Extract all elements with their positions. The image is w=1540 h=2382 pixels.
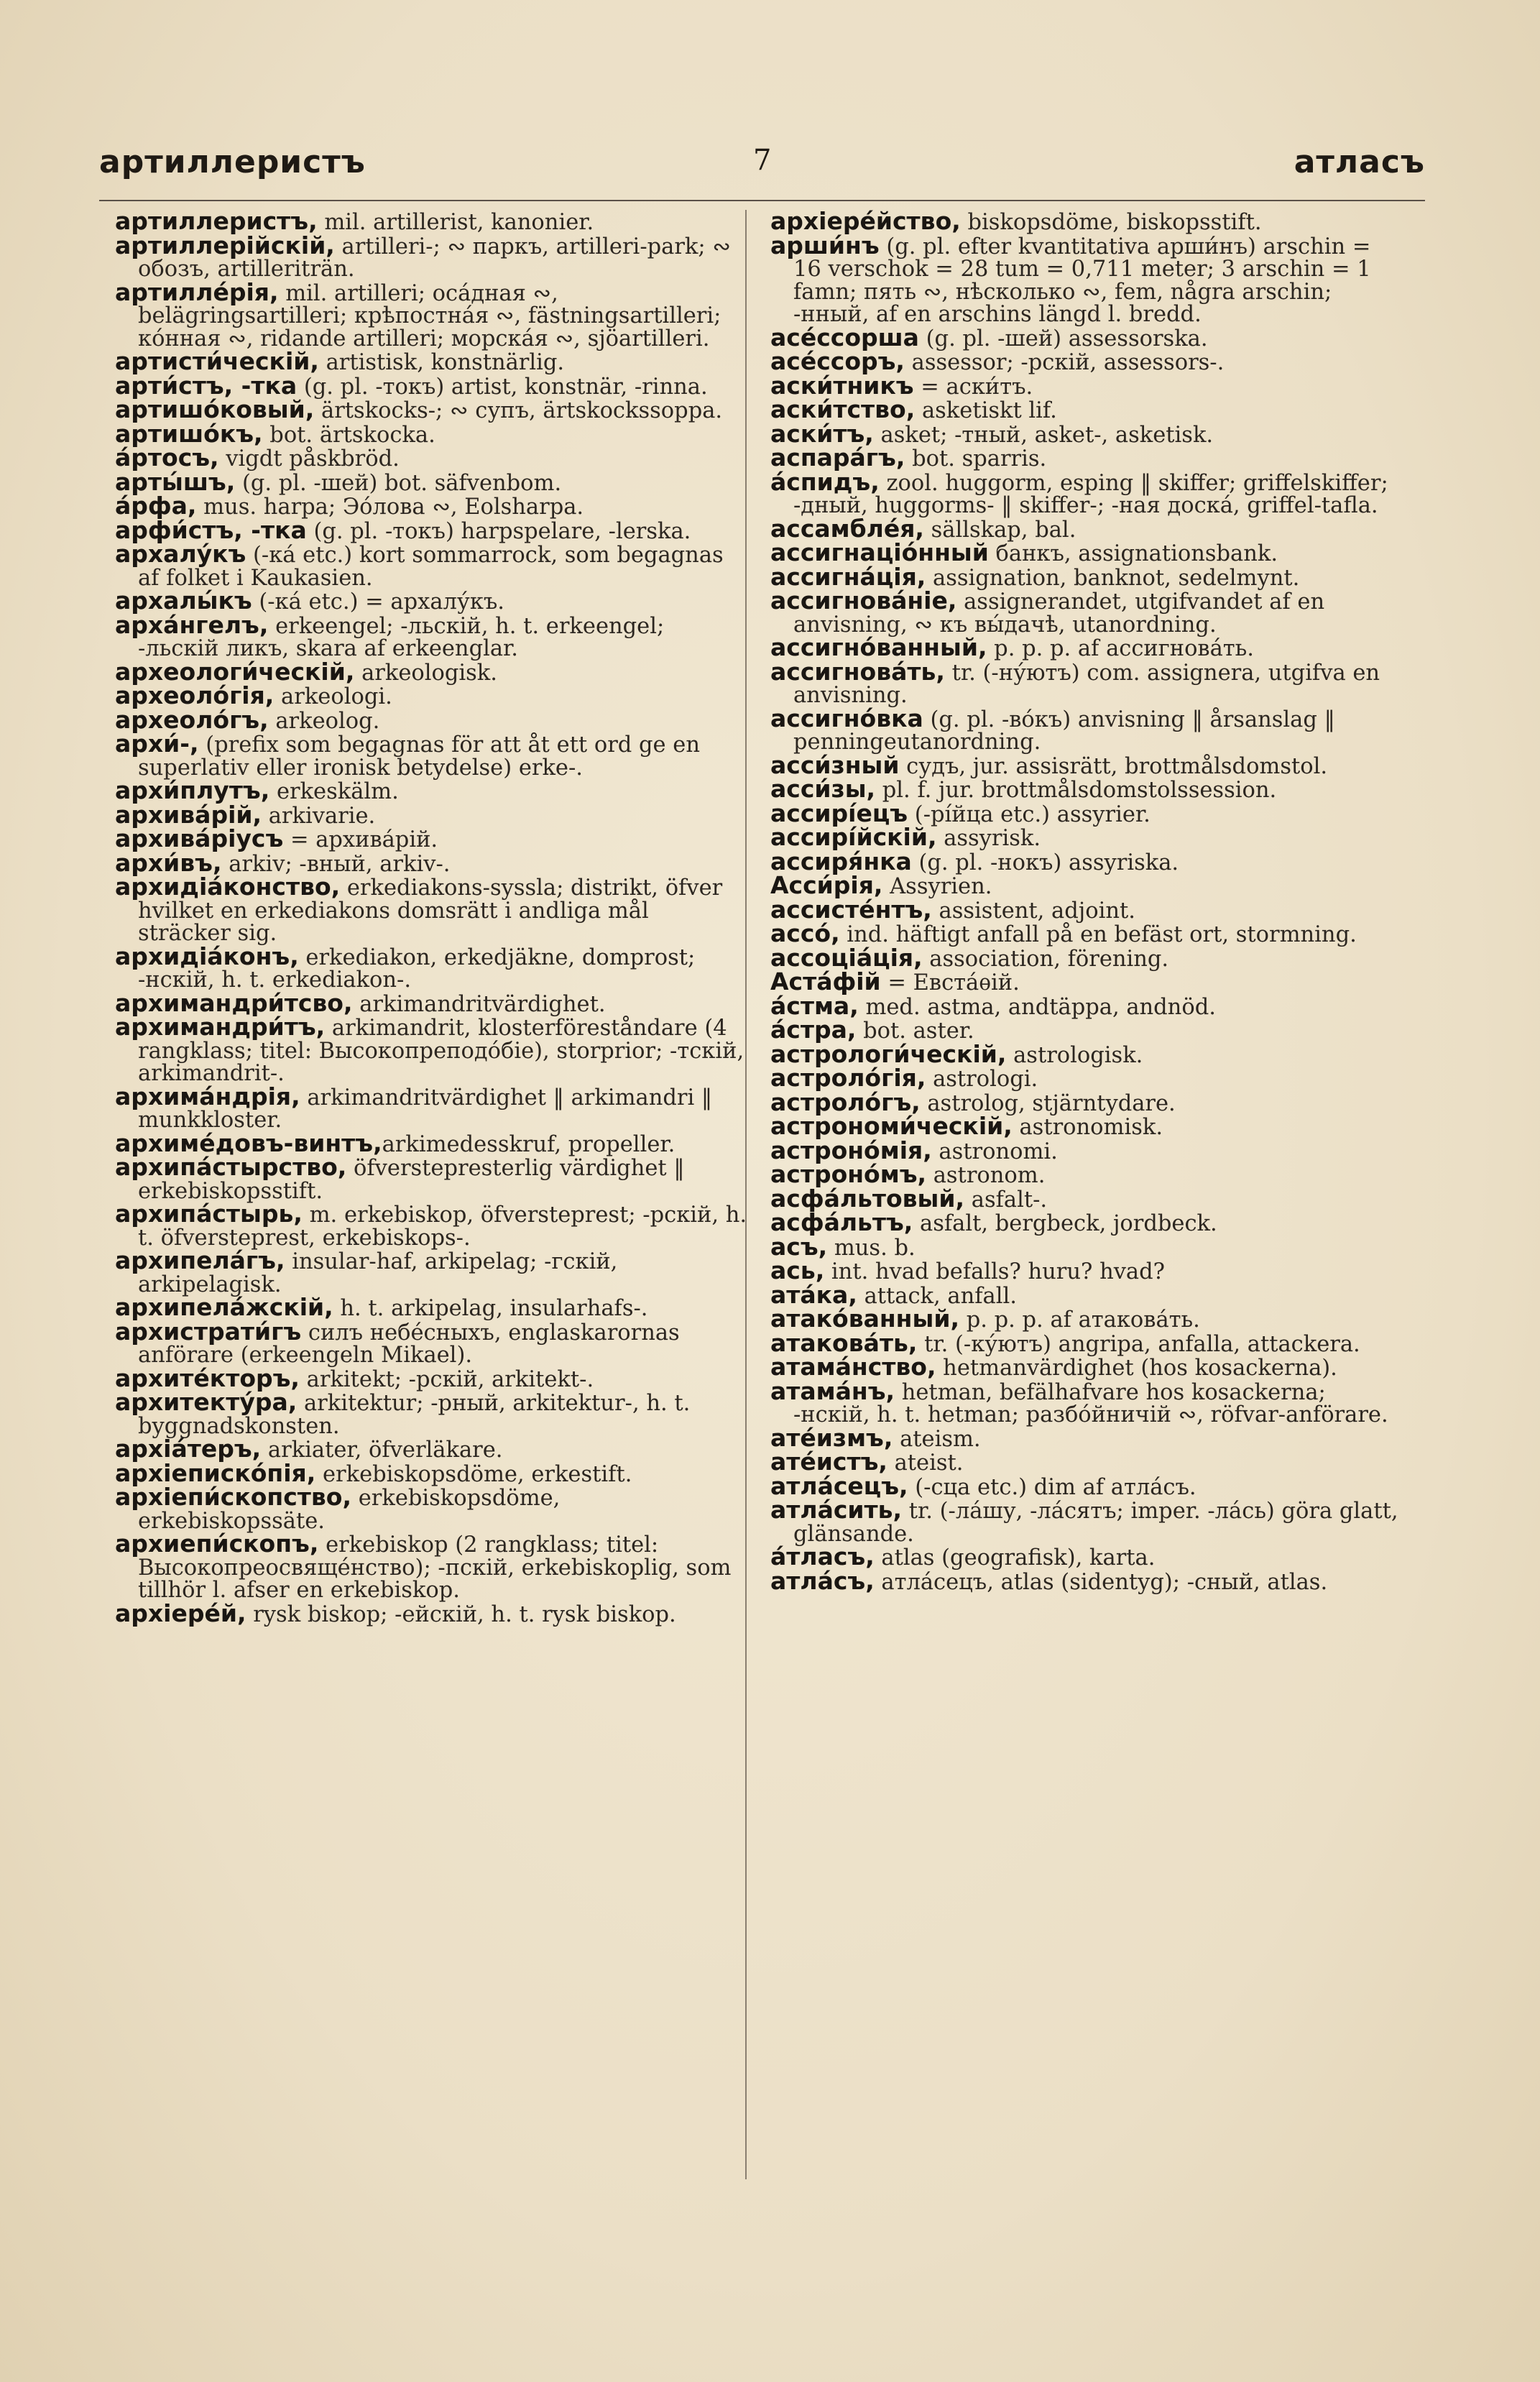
entry-definition: vigdt påskbröd. bbox=[218, 446, 400, 472]
entry-headword: астроно́мія, bbox=[770, 1136, 932, 1164]
entry-definition: med. astma, andtäppa, andnöd. bbox=[858, 994, 1216, 1020]
entry-headword: асфа́льтъ, bbox=[770, 1208, 913, 1236]
entry-definition: Assyrien. bbox=[882, 874, 992, 899]
dictionary-entry bbox=[770, 395, 1403, 423]
dictionary-entry bbox=[115, 277, 747, 351]
entry-definition: astronomi. bbox=[931, 1139, 1058, 1164]
dictionary-entry bbox=[115, 1458, 747, 1487]
entry-headword: ассигно́вка bbox=[770, 704, 923, 732]
dictionary-entry bbox=[115, 1388, 747, 1439]
entry-definition: astronom. bbox=[926, 1163, 1046, 1188]
entry-headword: асе́ссорша bbox=[770, 323, 919, 351]
dictionary-entry bbox=[115, 942, 747, 993]
entry-headword: архіеписко́пія, bbox=[115, 1458, 316, 1487]
entry-headword: арты́шъ, bbox=[115, 467, 236, 496]
entry-definition: assistent, adjoint. bbox=[931, 898, 1135, 924]
page-number: 7 bbox=[753, 144, 773, 177]
entry-definition: m. erkebiskop, öfversteprest; -рскій, h. t. öfversteprest, erkebiskops-. bbox=[138, 1203, 747, 1251]
entry-definition: bot. sparris. bbox=[905, 446, 1047, 472]
entry-definition: (g. pl. -шей) assessorska. bbox=[918, 326, 1208, 351]
dictionary-entry bbox=[770, 1064, 1403, 1092]
dictionary-entry bbox=[115, 467, 747, 496]
entry-headword: атама́нство, bbox=[770, 1353, 936, 1381]
entry-headword: астроло́гъ, bbox=[770, 1087, 921, 1116]
entry-headword: Аста́фій bbox=[770, 967, 881, 995]
entry-headword: ате́истъ, bbox=[770, 1448, 887, 1476]
entry-headword: архидіа́конъ, bbox=[115, 942, 299, 970]
entry-definition: assessor; -рскій, assessors-. bbox=[904, 350, 1225, 375]
dictionary-entry bbox=[770, 1450, 1403, 1475]
dictionary-entry bbox=[770, 443, 1403, 472]
dictionary-entry bbox=[770, 991, 1403, 1020]
dictionary-entry bbox=[115, 1013, 747, 1086]
entry-definition: pl. f. jur. brottmålsdomstolssession. bbox=[875, 778, 1277, 803]
header-rule bbox=[99, 200, 1425, 201]
entry-definition: hetmanvärdighet (hos kosackerna). bbox=[936, 1356, 1337, 1381]
entry-definition: (-ка́ etc.) kort sommarrock, som begagnas af folket i Kaukasien. bbox=[138, 543, 724, 591]
dictionary-entry bbox=[115, 589, 747, 614]
dictionary-entry bbox=[115, 848, 747, 877]
entry-headword: ассисте́нтъ, bbox=[770, 895, 932, 924]
dictionary-entry bbox=[770, 943, 1403, 972]
entry-headword: архиме́довъ-винтъ, bbox=[115, 1128, 382, 1157]
dictionary-entry bbox=[115, 1483, 747, 1534]
entry-headword: асе́ссоръ, bbox=[770, 347, 905, 375]
entry-headword: астрономи́ческій, bbox=[770, 1112, 1013, 1140]
entry-headword: артилле́рія, bbox=[115, 277, 279, 306]
entry-definition: astrologisk. bbox=[1006, 1042, 1143, 1068]
entry-definition: astrologi. bbox=[926, 1067, 1038, 1092]
dictionary-entry bbox=[770, 562, 1403, 591]
dictionary-entry bbox=[115, 800, 747, 829]
dictionary-entry bbox=[770, 207, 1403, 235]
dictionary-entry bbox=[770, 847, 1403, 875]
entry-definition: mus. harpa; Эо́лова ∾, Eolsharpa. bbox=[196, 495, 584, 520]
entry-headword: ассирі́ецъ bbox=[770, 799, 908, 827]
entry-headword: археологи́ческій, bbox=[115, 657, 355, 686]
entry-headword: астроло́гія, bbox=[770, 1064, 926, 1092]
entry-headword: а́стра, bbox=[770, 1016, 857, 1044]
entry-headword: археоло́гія, bbox=[115, 681, 275, 709]
dictionary-entry bbox=[770, 871, 1403, 899]
entry-definition: (g. pl. -во́къ) anvisning ‖ årsanslag ‖ penningeutanordning. bbox=[793, 707, 1335, 755]
entry-definition: силъ небе́сныхъ, englaskarornas anförare (erkeengeln Mikael). bbox=[138, 1320, 680, 1368]
entry-headword: архіере́йство, bbox=[770, 207, 961, 235]
dictionary-entry bbox=[115, 1128, 747, 1157]
dictionary-entry bbox=[115, 657, 747, 686]
entry-definition: p. p. p. af ассигнова́ть. bbox=[987, 636, 1254, 661]
dictionary-entry bbox=[770, 919, 1403, 947]
entry-headword: архи́въ, bbox=[115, 848, 222, 877]
entry-definition: astrolog, stjärntydare. bbox=[920, 1090, 1176, 1116]
entry-headword: а́тласъ, bbox=[770, 1542, 875, 1571]
entry-definition: erkebiskop (2 rangklass; titel: Высокопреосвяще́нство); -пскій, erkebiskoplig, som tillhör l. afser en erkebiskop. bbox=[138, 1532, 732, 1603]
entry-definition: sällskap, bal. bbox=[923, 517, 1076, 543]
dictionary-entry bbox=[770, 1208, 1403, 1236]
entry-definition: p. p. p. af атакова́ть. bbox=[959, 1307, 1200, 1333]
entry-definition: ind. häftigt anfall på en befäst ort, stormning. bbox=[839, 922, 1357, 947]
entry-definition: erkediakon, erkedjäkne, domprost; -нскій, h. t. erkediakon-. bbox=[138, 944, 696, 993]
dictionary-entry bbox=[115, 540, 747, 591]
dictionary-entry bbox=[770, 1160, 1403, 1188]
entry-definition: arkitektur; -рный, arkitektur-, h. t. byggnadskonsten. bbox=[138, 1391, 691, 1439]
entry-headword: архипа́стырь, bbox=[115, 1200, 303, 1228]
entry-definition: asket; -тный, asket-, asketisk. bbox=[873, 422, 1214, 448]
entry-definition: arkiater, öfverläkare. bbox=[261, 1438, 503, 1463]
dictionary-entry bbox=[770, 823, 1403, 851]
entry-definition: öfverstepresterlig värdighet ‖ erkebiskopsstift. bbox=[138, 1156, 685, 1204]
dictionary-entry bbox=[770, 371, 1403, 400]
entry-headword: архива́рій, bbox=[115, 800, 262, 829]
entry-definition: artilleri-; ∾ паркъ, artilleri-park; ∾ обозъ, artilleriträn. bbox=[138, 234, 731, 282]
dictionary-entry bbox=[770, 1136, 1403, 1164]
entry-definition: arkimandrit, klosterföreståndare (4 rangklass; titel: Высокопреподо́біе), storprior; -тскій, arkimandrit-. bbox=[138, 1016, 744, 1086]
entry-definition: ärtskocks-; ∾ супъ, ärtskockssoppa. bbox=[314, 398, 723, 423]
entry-headword: архипела́гъ, bbox=[115, 1246, 285, 1274]
entry-definition: = архива́рій. bbox=[283, 827, 438, 852]
entry-headword: асъ, bbox=[770, 1232, 828, 1261]
entry-headword: арши́нъ bbox=[770, 231, 880, 259]
entry-definition: arkeolog. bbox=[268, 708, 380, 734]
entry-definition: erkebiskopsdöme, erkebiskopssäte. bbox=[138, 1486, 561, 1534]
entry-headword: асфа́льтовый, bbox=[770, 1184, 965, 1213]
dictionary-entry bbox=[770, 1256, 1403, 1284]
entry-definition: assignation, banknot, sedelmynt. bbox=[926, 565, 1300, 591]
entry-definition: erkeskälm. bbox=[269, 779, 399, 804]
entry-headword: аски́тникъ bbox=[770, 371, 914, 400]
entry-definition: tr. (-ку́ютъ) angripa, anfalla, attackera. bbox=[917, 1331, 1360, 1357]
entry-headword: ассоціа́ція, bbox=[770, 943, 923, 972]
dictionary-entry bbox=[115, 1532, 747, 1602]
entry-headword: а́ртосъ, bbox=[115, 443, 219, 472]
entry-headword: ась, bbox=[770, 1256, 825, 1284]
entry-headword: атла́сить, bbox=[770, 1496, 903, 1524]
entry-headword: астрологи́ческій, bbox=[770, 1039, 1007, 1068]
dictionary-entry bbox=[770, 657, 1403, 708]
entry-definition: arkimandritvärdighet. bbox=[352, 991, 606, 1017]
entry-definition: erkediakons-syssla; distrikt, öfver hvilket en erkediakons domsrätt i andliga mål sträcker sig. bbox=[138, 875, 723, 946]
entry-definition: tr. (-ла́шу, -ла́сятъ; imper. -ла́сь) göra glatt, glänsande. bbox=[793, 1499, 1398, 1547]
entry-headword: артишо́къ, bbox=[115, 419, 263, 448]
entry-definition: h. t. arkipelag, insularhafs-. bbox=[333, 1296, 648, 1321]
dictionary-entry bbox=[770, 1018, 1403, 1043]
entry-definition: (g. pl. -шей) bot. säfvenbom. bbox=[235, 470, 562, 496]
entry-headword: атакова́ть, bbox=[770, 1328, 918, 1357]
entry-definition: = Евста́ѳій. bbox=[880, 970, 1020, 995]
dictionary-entry bbox=[115, 705, 747, 734]
dictionary-entry bbox=[770, 775, 1403, 803]
dictionary-entry bbox=[115, 681, 747, 709]
entry-definition: zool. huggorm, esping ‖ skiffer; griffelskiffer; -дный, huggorms- ‖ skiffer-; -ная доска́, griffel-tafla. bbox=[793, 470, 1388, 518]
dictionary-entry bbox=[115, 419, 747, 448]
dictionary-entry bbox=[770, 538, 1403, 566]
entry-definition: insular-haf, arkipelag; -гскій, arkipelagisk. bbox=[138, 1249, 618, 1297]
entry-headword: арти́стъ, -тка bbox=[115, 371, 298, 400]
entry-definition: asketiskt lif. bbox=[915, 398, 1057, 423]
entry-definition: atlas (geografisk), karta. bbox=[874, 1545, 1156, 1571]
entry-definition: biskopsdöme, biskopsstift. bbox=[960, 210, 1262, 235]
entry-definition: банкъ, assignationsbank. bbox=[988, 541, 1278, 566]
dictionary-entry bbox=[770, 1496, 1403, 1547]
entry-definition: mus. b. bbox=[827, 1235, 916, 1261]
entry-headword: а́рфа, bbox=[115, 492, 197, 520]
entry-definition: (g. pl. -токъ) artist, konstnär, -rinna. bbox=[297, 374, 708, 400]
entry-headword: ате́измъ, bbox=[770, 1423, 893, 1452]
entry-definition: атла́сецъ, atlas (sidentyg); -сный, atlas. bbox=[874, 1569, 1328, 1595]
entry-definition: bot. aster. bbox=[856, 1018, 974, 1044]
entry-definition: arkiv; -вный, arkiv-. bbox=[221, 851, 451, 877]
entry-headword: ассигнова́ніе, bbox=[770, 587, 957, 615]
dictionary-entry bbox=[770, 1232, 1403, 1261]
entry-headword: атла́съ, bbox=[770, 1566, 875, 1595]
running-header bbox=[99, 144, 1425, 194]
entry-headword: ассиря́нка bbox=[770, 847, 912, 875]
dictionary-entry bbox=[770, 750, 1403, 779]
dictionary-entry bbox=[115, 988, 747, 1017]
dictionary-entry bbox=[770, 1542, 1403, 1571]
entry-definition: arkitekt; -рскій, arkitekt-. bbox=[299, 1366, 594, 1392]
dictionary-entry bbox=[115, 515, 747, 544]
dictionary-entry bbox=[115, 347, 747, 375]
entry-definition: erkeengel; -льскій, h. t. erkeengel; -льскій ликъ, skara af erkeenglar. bbox=[138, 613, 665, 661]
dictionary-entry bbox=[770, 1353, 1403, 1381]
dictionary-entry bbox=[115, 610, 747, 661]
entry-definition: arkimedesskruf, propeller. bbox=[382, 1131, 676, 1157]
left-column bbox=[115, 207, 747, 1627]
dictionary-entry bbox=[770, 1307, 1403, 1332]
entry-headword: а́спидъ, bbox=[770, 467, 880, 496]
entry-definition: судъ, jur. assisrätt, brottmålsdomstol. bbox=[899, 753, 1328, 779]
entry-definition: arkeologisk. bbox=[354, 660, 497, 686]
entry-headword: ассирі́йскій, bbox=[770, 823, 937, 851]
dictionary-entry bbox=[115, 207, 747, 235]
dictionary-entry bbox=[115, 1435, 747, 1463]
dictionary-entry bbox=[770, 1376, 1403, 1427]
entry-definition: mil. artillerist, kanonier. bbox=[317, 210, 594, 235]
dictionary-entry bbox=[770, 1423, 1403, 1452]
header-right-guideword: атласъ bbox=[1294, 144, 1425, 180]
entry-headword: ассигна́ція, bbox=[770, 562, 926, 591]
entry-headword: архалы́къ bbox=[115, 587, 252, 615]
dictionary-entry bbox=[770, 704, 1403, 755]
dictionary-entry bbox=[770, 1471, 1403, 1500]
entry-headword: ассамбле́я, bbox=[770, 514, 924, 543]
entry-headword: архіепи́скопство, bbox=[115, 1483, 352, 1511]
entry-headword: архипа́стырство, bbox=[115, 1153, 347, 1181]
entry-headword: архіере́й, bbox=[115, 1599, 246, 1627]
entry-definition: bot. ärtskocka. bbox=[262, 422, 435, 448]
entry-headword: атла́сецъ, bbox=[770, 1471, 908, 1500]
entry-headword: Асси́рія, bbox=[770, 871, 883, 899]
entry-definition: hetman, befälhafvare hos kosackerna; -нскій, h. t. hetman; разбо́йничій ∾, röfvar-anförare. bbox=[793, 1379, 1388, 1427]
dictionary-entry bbox=[770, 895, 1403, 924]
entry-definition: association, förening. bbox=[922, 946, 1169, 972]
entry-headword: архи́плутъ, bbox=[115, 776, 270, 804]
entry-definition: (g. pl. -токъ) harpspelare, -lerska. bbox=[306, 518, 691, 544]
entry-headword: аски́тъ, bbox=[770, 419, 874, 448]
entry-headword: артисти́ческій, bbox=[115, 347, 319, 375]
entry-headword: ассо́, bbox=[770, 919, 840, 947]
dictionary-entry bbox=[770, 1328, 1403, 1357]
entry-definition: arkeologi. bbox=[274, 684, 392, 709]
dictionary-entry bbox=[115, 1153, 747, 1204]
dictionary-entry bbox=[770, 467, 1403, 518]
dictionary-entry bbox=[770, 1184, 1403, 1213]
entry-headword: арха́нгелъ, bbox=[115, 610, 269, 639]
entry-headword: асси́зный bbox=[770, 750, 900, 779]
entry-headword: архива́ріусъ bbox=[115, 824, 284, 852]
entry-headword: аски́тство, bbox=[770, 395, 916, 423]
entry-headword: аспара́гъ, bbox=[770, 443, 905, 472]
entry-headword: архипела́жскій, bbox=[115, 1293, 333, 1321]
entry-definition: rysk biskop; -ейскій, h. t. rysk biskop. bbox=[246, 1601, 676, 1627]
entry-headword: археоло́гъ, bbox=[115, 705, 269, 734]
entry-definition: asfalt, bergbeck, jordbeck. bbox=[913, 1211, 1217, 1236]
entry-headword: ассигнова́ть, bbox=[770, 657, 945, 686]
entry-headword: архіа́теръ, bbox=[115, 1435, 262, 1463]
entry-headword: архиепи́скопъ, bbox=[115, 1530, 319, 1558]
dictionary-entry bbox=[770, 967, 1403, 995]
entry-headword: архимандри́тъ, bbox=[115, 1013, 326, 1041]
header-left-guideword: артиллеристъ bbox=[99, 144, 366, 180]
entry-definition: astronomisk. bbox=[1012, 1115, 1163, 1140]
entry-headword: астроно́мъ, bbox=[770, 1160, 927, 1188]
entry-definition: ateist. bbox=[887, 1450, 964, 1476]
dictionary-entry bbox=[770, 419, 1403, 448]
entry-definition: int. hvad befalls? huru? hvad? bbox=[824, 1259, 1165, 1284]
entry-definition: arkivarie. bbox=[262, 803, 376, 829]
dictionary-entry bbox=[770, 347, 1403, 375]
entry-headword: атама́нъ, bbox=[770, 1376, 895, 1405]
dictionary-entry bbox=[770, 231, 1403, 327]
dictionary-entry bbox=[770, 1039, 1403, 1068]
entry-headword: ата́ка, bbox=[770, 1280, 857, 1309]
dictionary-entry bbox=[770, 633, 1403, 661]
dictionary-entry bbox=[115, 824, 747, 852]
entry-headword: ассигнаціо́нный bbox=[770, 538, 989, 566]
dictionary-entry bbox=[115, 371, 747, 400]
dictionary-entry bbox=[115, 776, 747, 804]
entry-headword: арфи́стъ, -тка bbox=[115, 515, 307, 544]
entry-definition: (g. pl. efter kvantitativa арши́нъ) arschin = 16 verschok = 28 tum = 0,711 meter; 3 arschin = 1 famn; пять ∾, нѣсколько ∾, fem, några arschin; -нный, af en arschins längd l. bredd. bbox=[793, 234, 1371, 327]
dictionary-entry bbox=[770, 1280, 1403, 1309]
entry-definition: = аски́тъ. bbox=[913, 374, 1033, 400]
dictionary-entry bbox=[115, 1200, 747, 1251]
dictionary-entry bbox=[115, 1317, 747, 1368]
dictionary-entry bbox=[115, 443, 747, 472]
entry-definition: erkebiskopsdöme, erkestift. bbox=[315, 1461, 632, 1487]
entry-definition: (-рі́йца etc.) assyrier. bbox=[908, 801, 1151, 827]
dictionary-entry bbox=[770, 514, 1403, 543]
entry-headword: артиллерійскій, bbox=[115, 231, 335, 259]
dictionary-entry bbox=[115, 875, 747, 945]
entry-definition: (g. pl. -нокъ) assyriska. bbox=[911, 850, 1179, 875]
entry-headword: архитекту́ра, bbox=[115, 1388, 298, 1416]
dictionary-entry bbox=[115, 1364, 747, 1392]
dictionary-entry bbox=[770, 1566, 1403, 1595]
entry-definition: asfalt-. bbox=[964, 1187, 1048, 1213]
dictionary-entry bbox=[770, 799, 1403, 827]
entry-definition: mil. artilleri; оса́дная ∾, belägringsartilleri; крѣпостна́я ∾, fästningsartilleri; ко́нная ∾, ridande artilleri; морска́я ∾, sjöartilleri. bbox=[138, 280, 721, 351]
dictionary-entry bbox=[115, 1599, 747, 1627]
entry-definition: (-сца etc.) dim af атла́съ. bbox=[908, 1474, 1197, 1500]
column-divider bbox=[745, 210, 747, 2179]
entry-headword: архалу́къ bbox=[115, 540, 246, 568]
dictionary-entry bbox=[770, 1112, 1403, 1140]
entry-headword: артиллеристъ, bbox=[115, 207, 318, 235]
dictionary-entry bbox=[770, 589, 1403, 636]
dictionary-entry bbox=[115, 1082, 747, 1133]
entry-headword: асси́зы, bbox=[770, 775, 876, 803]
dictionary-entry bbox=[115, 492, 747, 520]
entry-definition: assignerandet, utgifvandet af en anvisning, ∾ къ вы́дачѣ, utanordning. bbox=[793, 589, 1325, 638]
entry-definition: artistisk, konstnärlig. bbox=[318, 350, 565, 375]
dictionary-entry bbox=[115, 231, 747, 282]
dictionary-entry bbox=[115, 1293, 747, 1321]
entry-headword: а́стма, bbox=[770, 991, 859, 1020]
entry-definition: arkimandritvärdighet ‖ arkimandri ‖ munkkloster. bbox=[138, 1085, 713, 1133]
entry-headword: архите́кторъ, bbox=[115, 1364, 300, 1392]
right-column bbox=[770, 207, 1403, 1595]
entry-definition: attack, anfall. bbox=[857, 1283, 1017, 1309]
entry-definition: ateism. bbox=[893, 1426, 981, 1452]
dictionary-entry bbox=[115, 1246, 747, 1297]
entry-definition: assyrisk. bbox=[936, 826, 1041, 851]
entry-headword: архи́-, bbox=[115, 730, 199, 758]
entry-definition: tr. (-ну́ютъ) com. assignera, utgifva en anvisning. bbox=[793, 660, 1380, 708]
dictionary-entry bbox=[770, 323, 1403, 351]
entry-headword: архидіа́конство, bbox=[115, 873, 341, 901]
dictionary-entry bbox=[115, 732, 747, 779]
entry-headword: атако́ванный, bbox=[770, 1305, 959, 1333]
entry-definition: (-ка́ etc.) = архалу́къ. bbox=[252, 589, 505, 615]
entry-headword: архима́ндрія, bbox=[115, 1082, 300, 1110]
entry-headword: артишо́ковый, bbox=[115, 395, 315, 423]
dictionary-entry bbox=[770, 1087, 1403, 1116]
entry-definition: (prefix som begagnas för att åt ett ord ge en superlativ eller ironisk betydelse) erke-. bbox=[138, 732, 700, 781]
entry-headword: архистрати́гъ bbox=[115, 1317, 302, 1346]
entry-headword: архимандри́тсво, bbox=[115, 988, 353, 1017]
dictionary-entry bbox=[115, 395, 747, 423]
entry-headword: ассигно́ванный, bbox=[770, 633, 987, 661]
